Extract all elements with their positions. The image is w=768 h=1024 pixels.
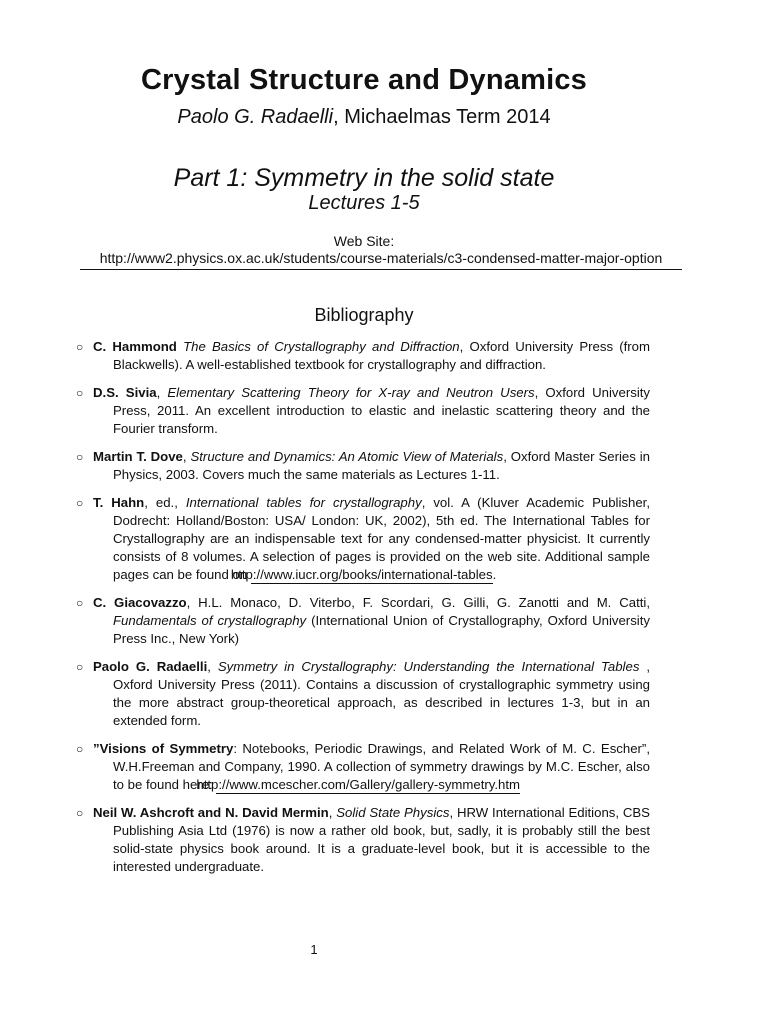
bibliography-item [76,384,650,438]
item-title: International tables for crystallography [185,495,422,510]
iucr-tables-link[interactable]: http://www.iucr.org/books/international-tables [230,567,493,582]
item-separator: , [182,449,191,464]
item-separator: , H.L. Monaco, D. Viterbo, F. Scordari, G. Gilli, G. Zanotti and M. Catti, [186,595,650,610]
document-title: Crystal Structure and Dynamics [141,64,587,96]
bibliography-item [76,338,650,374]
item-separator: , [207,659,218,674]
item-details: , Oxford University Press, 2011. An excellent introduction to elastic and inelastic scattering theory and the Fourier transform. [113,385,651,436]
item-details: , HRW International Editions, CBS Publishing Asia Ltd (1976) is now a rather old book, but, sadly, it is probably still the best solid-state physics book around. It is a graduate-level book, but it is accessible to the interested undergraduate. [113,805,650,874]
item-details: , Oxford University Press (from Blackwells). A well-established textbook for crystallography and diffraction. [113,339,650,372]
bibliography-item [76,804,650,876]
bibliography-item [76,594,650,648]
item-details: (International Union of Crystallography, Oxford University Press Inc., New York) [113,613,650,646]
item-separator: , [328,805,337,820]
circle-bullet-icon: ○ [76,496,84,510]
author-term: , Michaelmas Term 2014 [333,106,551,128]
item-author: Martin T. Dove [93,449,183,464]
item-details: , Oxford Master Series in Physics, 2003. Covers much the same materials as Lectures 1-11. [113,449,651,482]
author-line [0,106,728,129]
item-author: C. Hammond [93,339,177,354]
lectures-subheading: Lectures 1-5 [308,192,420,214]
bibliography-item [76,740,650,794]
item-author: C. Giacovazzo [93,595,187,610]
item-author: Paolo G. Radaelli [93,659,208,674]
item-title: Elementary Scattering Theory for X-ray and Neutron Users [167,385,535,400]
escher-gallery-link[interactable]: http://www.mcescher.com/Gallery/gallery-symmetry.htm [196,777,521,792]
circle-bullet-icon: ○ [76,806,84,820]
circle-bullet-icon: ○ [76,596,84,610]
item-author: T. Hahn [93,495,145,510]
item-author: ”Visions of Symmetry [93,741,234,756]
circle-bullet-icon: ○ [76,660,84,674]
item-author: Neil W. Ashcroft and N. David Mermin [93,805,329,820]
item-details: , vol. A (Kluver Academic Publisher, Dodrecht: Holland/Boston: USA/ London: UK, 2002), 5th ed. The International Tables for Crystallography are an indispensable text for any condensed-matter physicist. It currently consists of 8 volumes. A selection of pages is provided on the web site. Additional sample pages can be found on [113,495,651,582]
circle-bullet-icon: ○ [76,386,84,400]
part-heading: Part 1: Symmetry in the solid state [173,164,555,192]
bibliography-list [76,338,650,886]
item-details: : Notebooks, Periodic Drawings, and Related Work of M. C. Escher”, W.H.Freeman and Company, 1990. A collection of symmetry drawings by M.C. Escher, also to be found here: [113,741,650,792]
circle-bullet-icon: ○ [76,742,84,756]
bibliography-item [76,494,650,584]
bibliography-item [76,658,650,730]
item-tail: . [492,567,497,582]
circle-bullet-icon: ○ [76,450,84,464]
item-title: Solid State Physics [336,805,450,820]
item-author: D.S. Sivia [93,385,157,400]
author-name: Paolo G. Radaelli [177,106,334,128]
item-separator: , ed., [144,495,186,510]
website-url-link[interactable]: http://www2.physics.ox.ac.uk/students/course-materials/c3-condensed-matter-major-option [80,250,682,270]
bibliography-item [76,448,650,484]
website-label: Web Site: [333,233,395,249]
circle-bullet-icon: ○ [76,340,84,354]
item-details: , Oxford University Press (2011). Contains a discussion of crystallographic symmetry using the more abstract group-theoretical approach, as described in lectures 1-3, but in an extended form. [113,659,651,728]
item-separator: , [156,385,168,400]
item-title: Structure and Dynamics: An Atomic View of Materials [190,449,504,464]
item-title: Symmetry in Crystallography: Understanding the International Tables [217,659,640,674]
bibliography-heading: Bibliography [314,305,414,325]
item-title: Fundamentals of crystallography [113,613,307,628]
item-title: The Basics of Crystallography and Diffraction [183,339,460,354]
page-number: 1 [310,942,318,957]
